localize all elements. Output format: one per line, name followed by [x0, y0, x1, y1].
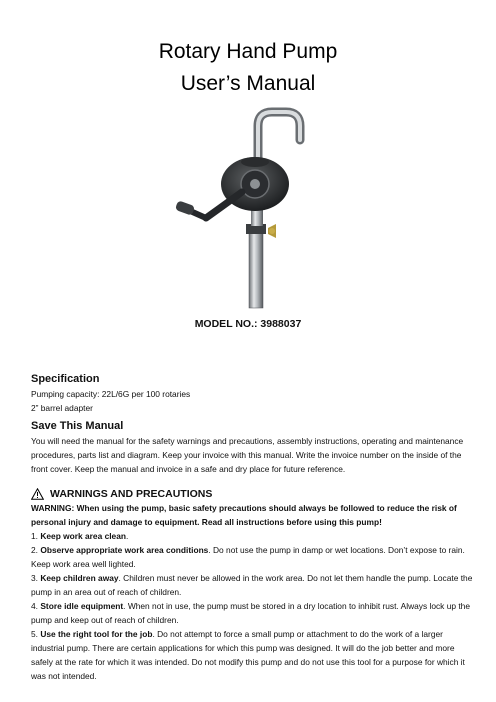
warnings-heading-row	[31, 488, 212, 500]
warning-item-3: 3. Keep children away. Children must never be allowed in the work area. Do not let them handle the pump. Locate the pump in an area out of reach of children.	[31, 573, 473, 597]
warning-item-2: 2. Observe appropriate work area conditions. Do not use the pump in damp or wet locations. Don’t expose to rain. Keep work area well lighted.	[31, 545, 465, 569]
warning-triangle-icon	[31, 488, 44, 500]
save-manual-heading: Save This Manual	[31, 420, 124, 432]
rotary-pump-image	[150, 100, 350, 312]
specification-heading: Specification	[31, 373, 100, 385]
warning-intro: WARNING: When using the pump, basic safety precautions should always be followed to reduce the risk of personal injury and damage to equipment. Read all instructions before using this pump!	[31, 503, 457, 527]
save-manual-body: You will need the manual for the safety warnings and precautions, assembly instructions, operating and maintenance procedures, parts list and diagram. Keep your invoice with this manual. Write the invoice number on the inside of the front cover. Keep the manual and invoice in a safe and dry place for future reference.	[31, 436, 464, 474]
warning-item-1: 1. Keep work area clean.	[31, 531, 129, 541]
warning-item-5: 5. Use the right tool for the job. Do not attempt to force a small pump or attachment to do the work of a larger industrial pump. There are certain applications for which this pump was designed. It will do the job better and more safely at the rate for which it was intended. Do not modify this pump and do not use this tool for a purpose for which it was not intended.	[31, 629, 465, 681]
warnings-heading: WARNINGS AND PRECAUTIONS	[50, 488, 213, 500]
manual-title: Rotary Hand Pump	[158, 40, 338, 63]
warning-item-4: 4. Store idle equipment. When not in use, the pump must be stored in a dry location to inhibit rust. Always lock up the pump and keep out of reach of children.	[31, 601, 470, 625]
manual-subtitle: User’s Manual	[180, 72, 316, 95]
model-number: MODEL NO.: 3988037	[194, 318, 302, 330]
warnings-list	[31, 501, 476, 683]
spec-line-capacity: Pumping capacity: 22L/6G per 100 rotaries	[31, 389, 191, 399]
spec-line-adapter: 2” barrel adapter	[31, 403, 93, 413]
